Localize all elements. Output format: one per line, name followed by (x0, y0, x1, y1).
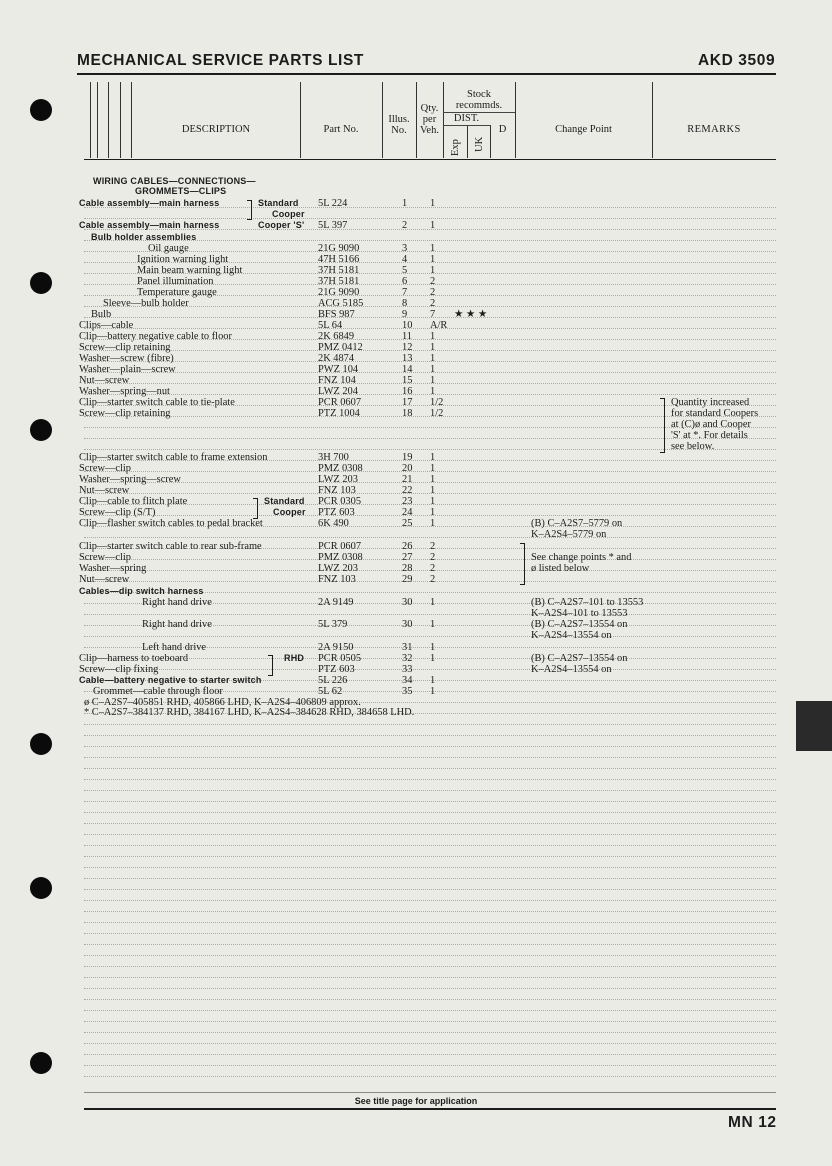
col-qty: Qty. per Veh. (420, 103, 439, 136)
change-point-cell: K–A2S4–13554 on (531, 664, 612, 675)
qty-cell: 2 (430, 287, 436, 298)
illus-cell: 11 (402, 331, 413, 342)
illus-cell: 12 (402, 342, 413, 353)
table-row (0, 541, 832, 552)
table-row (0, 375, 832, 386)
illus-cell: 17 (402, 397, 413, 408)
ruled-line (84, 768, 776, 769)
part-no-cell: 5L 226 (318, 675, 348, 686)
part-no-cell: 3H 700 (318, 452, 349, 463)
description-cell: Nut—screw (79, 485, 130, 496)
part-no-cell: LWZ 203 (318, 563, 358, 574)
qty-cell: 1 (430, 243, 436, 254)
change-point-cell: ø listed below (531, 563, 590, 574)
illus-cell: 13 (402, 353, 413, 364)
qty-cell: 1 (430, 496, 436, 507)
description-cell: Washer—screw (fibre) (79, 353, 174, 364)
table-row (0, 664, 832, 675)
footer-rule (84, 1092, 776, 1093)
table-row (0, 309, 832, 320)
part-no-cell: LWZ 203 (318, 474, 358, 485)
table-row (0, 563, 832, 574)
illus-cell: 31 (402, 642, 413, 653)
illus-cell: 4 (402, 254, 408, 265)
illus-cell: 29 (402, 574, 413, 585)
illus-cell: 1 (402, 198, 408, 209)
change-point-cell: (B) C–A2S7–101 to 13553 (531, 597, 644, 608)
col-stock: Stock recommds. (455, 89, 503, 111)
qty-cell: 1/2 (430, 408, 444, 419)
col-exp: Exp (450, 139, 461, 156)
description-cell: GROMMETS—CLIPS (135, 186, 227, 196)
table-row (0, 586, 832, 597)
binder-hole (30, 1052, 52, 1074)
table-row (0, 265, 832, 276)
ruled-line (84, 889, 776, 890)
qty-cell: 7 (430, 309, 436, 320)
part-no-cell: PMZ 0412 (318, 342, 363, 353)
description-cell: Washer—spring (79, 563, 147, 574)
bracket (520, 543, 525, 585)
illus-cell: 33 (402, 664, 413, 675)
qty-cell: 1 (430, 686, 436, 697)
description-cell: Temperature gauge (137, 287, 217, 298)
change-point-cell: K–A2S4–5779 on (531, 529, 607, 540)
change-point-cell: See change points * and (531, 552, 632, 563)
bottom-rule (84, 1108, 776, 1110)
illus-cell: 20 (402, 463, 413, 474)
description-cell: Screw—clip fixing (79, 664, 159, 675)
page-title: MECHANICAL SERVICE PARTS LIST (77, 52, 364, 69)
qty-cell: 2 (430, 574, 436, 585)
part-no-cell: 5L 224 (318, 198, 348, 209)
qty-cell: 1 (430, 331, 436, 342)
variant-cell: Standard (258, 198, 299, 208)
ruled-line (84, 1065, 776, 1066)
part-no-cell: PCR 0505 (318, 653, 362, 664)
part-no-cell: 2K 6849 (318, 331, 355, 342)
qty-cell: 2 (430, 298, 436, 309)
description-cell: Clip—starter switch cable to frame extension (79, 452, 268, 463)
part-no-cell: 37H 5181 (318, 276, 360, 287)
table-row (0, 287, 832, 298)
part-no-cell: FNZ 104 (318, 375, 356, 386)
table-row (0, 630, 832, 641)
table-row (0, 686, 832, 697)
footnote: ø C–A2S7–405851 RHD, 405866 LHD, K–A2S4–406809 approx. (84, 697, 361, 708)
part-no-cell: PTZ 1004 (318, 408, 360, 419)
description-cell: Cables—dip switch harness (79, 586, 204, 596)
qty-cell: 2 (430, 541, 436, 552)
part-no-cell: PCR 0607 (318, 397, 362, 408)
part-no-cell: ACG 5185 (318, 298, 364, 309)
qty-cell: 1/2 (430, 397, 444, 408)
ruled-line (84, 988, 776, 989)
ruled-line (84, 746, 776, 747)
description-cell: Sleeve—bulb holder (103, 298, 189, 309)
description-cell: Washer—plain—screw (79, 364, 176, 375)
qty-cell: 1 (430, 485, 436, 496)
part-no-cell: 37H 5181 (318, 265, 360, 276)
description-cell: Cable assembly—main harness (79, 198, 220, 208)
ruled-line (84, 757, 776, 758)
ruled-line (84, 735, 776, 736)
description-cell: Nut—screw (79, 574, 130, 585)
part-no-cell: 2A 9149 (318, 597, 354, 608)
table-row (0, 209, 832, 220)
binder-hole (30, 733, 52, 755)
part-no-cell: FNZ 103 (318, 574, 356, 585)
col-d: D (498, 124, 507, 135)
table-row (0, 653, 832, 664)
footnote: * C–A2S7–384137 RHD, 384167 LHD, K–A2S4–384628 RHD, 384658 LHD. (84, 707, 415, 718)
illus-cell: 30 (402, 619, 413, 630)
qty-cell: 1 (430, 254, 436, 265)
document-ref: AKD 3509 (698, 52, 776, 69)
table-row (0, 675, 832, 686)
part-no-cell: 2A 9150 (318, 642, 354, 653)
illus-cell: 9 (402, 309, 408, 320)
change-point-cell: (B) C–A2S7–5779 on (531, 518, 623, 529)
table-row (0, 597, 832, 608)
qty-cell: 1 (430, 463, 436, 474)
table-row (0, 353, 832, 364)
part-no-cell: PTZ 603 (318, 507, 355, 518)
part-no-cell: PMZ 0308 (318, 552, 363, 563)
ruled-line (84, 834, 776, 835)
qty-cell: 1 (430, 375, 436, 386)
ruled-line (84, 1032, 776, 1033)
illus-cell: 34 (402, 675, 413, 686)
table-row (0, 474, 832, 485)
illus-cell: 16 (402, 386, 413, 397)
description-cell: Cable—battery negative to starter switch (79, 675, 262, 685)
part-no-cell: 6K 490 (318, 518, 349, 529)
description-cell: Screw—clip retaining (79, 342, 171, 353)
col-illus: Illus. No. (388, 114, 410, 136)
ruled-line (84, 845, 776, 846)
description-cell: Right hand drive (142, 619, 212, 630)
part-no-cell: 2K 4874 (318, 353, 355, 364)
ruled-line (84, 944, 776, 945)
illus-cell: 24 (402, 507, 413, 518)
ruled-line (84, 867, 776, 868)
table-row (0, 298, 832, 309)
binder-hole (30, 99, 52, 121)
title-rule (77, 73, 776, 75)
table-row (0, 452, 832, 463)
col-uk: UK (474, 136, 485, 152)
illus-cell: 14 (402, 364, 413, 375)
qty-cell: 1 (430, 342, 436, 353)
qty-cell: 1 (430, 386, 436, 397)
description-cell: Grommet—cable through floor (93, 686, 223, 697)
qty-cell: 1 (430, 198, 436, 209)
illus-cell: 22 (402, 485, 413, 496)
qty-cell: 1 (430, 675, 436, 686)
part-no-cell: 5L 379 (318, 619, 348, 630)
description-cell: Cable assembly—main harness (79, 220, 220, 230)
part-no-cell: BFS 987 (318, 309, 355, 320)
description-cell: Left hand drive (142, 642, 207, 653)
qty-cell: A/R (430, 320, 448, 331)
table-row (0, 507, 832, 518)
table-row (0, 276, 832, 287)
table-row (0, 496, 832, 507)
part-no-cell: 21G 9090 (318, 243, 360, 254)
ruled-line (84, 1010, 776, 1011)
ruled-line (84, 1021, 776, 1022)
ruled-line (84, 724, 776, 725)
part-no-cell: PWZ 104 (318, 364, 359, 375)
ruled-line (84, 999, 776, 1000)
illus-cell: 35 (402, 686, 413, 697)
bracket (660, 398, 665, 453)
ruled-line (84, 878, 776, 879)
illus-cell: 10 (402, 320, 413, 331)
variant-cell: RHD (284, 653, 305, 663)
part-no-cell: 21G 9090 (318, 287, 360, 298)
qty-cell: 1 (430, 474, 436, 485)
description-cell: Right hand drive (142, 597, 212, 608)
stock-stars: ★ ★ ★ (454, 309, 488, 320)
qty-cell: 1 (430, 353, 436, 364)
ruled-line (84, 966, 776, 967)
illus-cell: 26 (402, 541, 413, 552)
description-cell: Oil gauge (148, 243, 189, 254)
illus-cell: 28 (402, 563, 413, 574)
part-no-cell: FNZ 103 (318, 485, 356, 496)
change-point-cell: (B) C–A2S7–13554 on (531, 653, 628, 664)
description-cell: Washer—spring—screw (79, 474, 181, 485)
description-cell: Main beam warning light (137, 265, 243, 276)
change-point-cell: K–A2S4–101 to 13553 (531, 608, 628, 619)
description-cell: Clip—flasher switch cables to pedal bracket (79, 518, 263, 529)
table-row (0, 198, 832, 209)
table-row (0, 642, 832, 653)
description-cell: Clips—cable (79, 320, 134, 331)
qty-cell: 1 (430, 507, 436, 518)
table-row (0, 331, 832, 342)
qty-cell: 1 (430, 518, 436, 529)
table-row (0, 186, 832, 197)
part-no-cell: PCR 0607 (318, 541, 362, 552)
ruled-line (84, 1054, 776, 1055)
index-tab (796, 701, 832, 751)
illus-cell: 5 (402, 265, 408, 276)
qty-cell: 1 (430, 642, 436, 653)
description-cell: Screw—clip retaining (79, 408, 171, 419)
qty-cell: 2 (430, 563, 436, 574)
illus-cell: 6 (402, 276, 408, 287)
ruled-line (84, 779, 776, 780)
ruled-line (84, 977, 776, 978)
col-part-no: Part No. (323, 124, 359, 135)
binder-hole (30, 877, 52, 899)
ruled-line (84, 911, 776, 912)
variant-cell: Standard (264, 496, 305, 506)
qty-cell: 1 (430, 452, 436, 463)
description-cell: Screw—clip (79, 552, 131, 563)
illus-cell: 2 (402, 220, 408, 231)
bracket (268, 655, 273, 676)
qty-cell: 1 (430, 220, 436, 231)
table-row (0, 619, 832, 630)
qty-cell: 1 (430, 653, 436, 664)
ruled-line (84, 856, 776, 857)
illus-cell: 23 (402, 496, 413, 507)
illus-cell: 3 (402, 243, 408, 254)
ruled-line (84, 801, 776, 802)
part-no-cell: 47H 5166 (318, 254, 360, 265)
illus-cell: 8 (402, 298, 408, 309)
qty-cell: 1 (430, 265, 436, 276)
ruled-line (84, 812, 776, 813)
table-row (0, 254, 832, 265)
change-point-cell: K–A2S4–13554 on (531, 630, 612, 641)
table-row (0, 320, 832, 331)
description-cell: Washer—spring—nut (79, 386, 170, 397)
description-cell: Clip—cable to flitch plate (79, 496, 188, 507)
table-row (0, 552, 832, 563)
description-cell: Bulb (91, 309, 112, 320)
description-cell: WIRING CABLES—CONNECTIONS— (93, 176, 256, 186)
qty-cell: 2 (430, 276, 436, 287)
part-no-cell: LWZ 204 (318, 386, 358, 397)
description-cell: Panel illumination (137, 276, 214, 287)
variant-cell: Cooper (273, 507, 306, 517)
variant-cell: Cooper 'S' (258, 220, 305, 230)
ruled-line (84, 823, 776, 824)
col-dist: DIST. (453, 113, 480, 124)
binder-hole (30, 419, 52, 441)
table-row (0, 518, 832, 529)
part-no-cell: PMZ 0308 (318, 463, 363, 474)
remarks-text: Quantity increased for standard Coopers at (C)ø and Cooper 'S' at *. For details see below. (671, 397, 759, 452)
description-cell: Clip—harness to toeboard (79, 653, 189, 664)
illus-cell: 18 (402, 408, 413, 419)
table-row (0, 342, 832, 353)
description-cell: Ignition warning light (137, 254, 229, 265)
col-description: DESCRIPTION (181, 124, 251, 135)
ruled-line (84, 900, 776, 901)
illus-cell: 19 (402, 452, 413, 463)
table-row (0, 463, 832, 474)
ruled-line (84, 1043, 776, 1044)
footer-note: See title page for application (354, 1096, 478, 1106)
col-change-point: Change Point (555, 124, 612, 135)
description-cell: Clip—battery negative cable to floor (79, 331, 232, 342)
illus-cell: 27 (402, 552, 413, 563)
part-no-cell: 5L 64 (318, 320, 343, 331)
part-no-cell: 5L 397 (318, 220, 348, 231)
part-no-cell: PTZ 603 (318, 664, 355, 675)
table-row (0, 574, 832, 585)
variant-cell: Cooper (272, 209, 305, 219)
qty-cell: 2 (430, 552, 436, 563)
bracket (253, 498, 258, 519)
description-cell: Clip—starter switch cable to tie-plate (79, 397, 235, 408)
illus-cell: 32 (402, 653, 413, 664)
description-cell: Clip—starter switch cable to rear sub-frame (79, 541, 262, 552)
table-row (0, 243, 832, 254)
page-number: MN 12 (728, 1114, 777, 1131)
qty-cell: 1 (430, 619, 436, 630)
table-row (0, 485, 832, 496)
illus-cell: 15 (402, 375, 413, 386)
table-row (0, 220, 832, 231)
ruled-line (84, 955, 776, 956)
illus-cell: 30 (402, 597, 413, 608)
table-row (0, 529, 832, 540)
ruled-line (84, 1076, 776, 1077)
col-remarks: REMARKS (687, 124, 741, 135)
qty-cell: 1 (430, 364, 436, 375)
part-no-cell: PCR 0305 (318, 496, 362, 507)
table-row (0, 608, 832, 619)
bracket (247, 200, 252, 220)
table-row (0, 386, 832, 397)
illus-cell: 25 (402, 518, 413, 529)
change-point-cell: (B) C–A2S7–13554 on (531, 619, 628, 630)
description-cell: Screw—clip (S/T) (79, 507, 156, 518)
qty-cell: 1 (430, 597, 436, 608)
illus-cell: 21 (402, 474, 413, 485)
ruled-line (84, 922, 776, 923)
description-cell: Screw—clip (79, 463, 131, 474)
description-cell: Bulb holder assemblies (91, 232, 197, 242)
description-cell: Nut—screw (79, 375, 130, 386)
part-no-cell: 5L 62 (318, 686, 343, 697)
ruled-line (84, 933, 776, 934)
illus-cell: 7 (402, 287, 408, 298)
table-row (0, 232, 832, 243)
ruled-line (84, 790, 776, 791)
table-row (0, 364, 832, 375)
